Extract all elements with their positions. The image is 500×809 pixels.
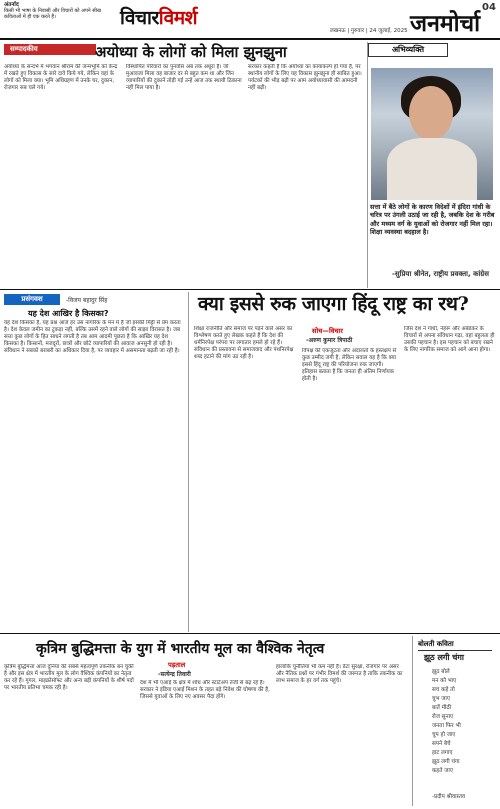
date-line: लखनऊ | गुरुवार | 24 जुलाई, 2025 <box>330 28 408 34</box>
section-title-part-b: विमर्श <box>158 7 198 29</box>
main-story-col-2: विपक्ष की एकजुटता और अदालतों के हस्तक्षेप से कुछ उम्मीद जगी है, लेकिन सवाल यह है कि क्या इससे हिंदू राष्ट्र की परियोजना रुक जाएगी। इतिहास बताता है कि जनता ही अंतिम निर्णायक होती है। <box>302 348 397 382</box>
section-title-part-a: विचार <box>120 7 159 29</box>
poem-line: हाट लगाए <box>432 750 453 756</box>
poem-line: झूठ बोले <box>432 669 450 675</box>
abhivyakti-attribution: -सुप्रिया श्रीनेत, राष्ट्रीय प्रवक्ता, कांग्रेस <box>392 270 489 278</box>
column-divider <box>188 292 189 632</box>
ai-story-author: -सत्येन्द्र तिवारी <box>158 671 191 678</box>
photo-body <box>387 138 477 200</box>
masthead-blurb-text: किसी भी भाषा के निवासी और विचारों को अपने सीख कविताओं में ही एक करते हैं। <box>4 8 101 20</box>
kavita-tag: बोलती कविता <box>418 640 492 651</box>
editorial-col-2: विस्थापित परिवारों का पुनर्वास अब तक अधूरा है। जो मुआवजा मिला वह बाजार दर से बहुत कम था और जिन व्यापारियों की दुकानें तोड़ी गईं उन्हें आज तक स्थायी ठिकाना नहीं मिल पाया है। <box>126 64 242 91</box>
poem-line: झूठ लगी चंगा <box>432 759 460 765</box>
ai-story-col-2: देश में भी एआई के क्षेत्र में शोध और स्टार्टअप तेजी से बढ़ रहे हैं। सरकार ने इंडिया एआई मिशन के तहत बड़े निवेश की घोषणा की है, जिससे युवाओं के लिए नए अवसर पैदा होंगे। <box>140 680 270 700</box>
poem-line: सपने बेचे <box>432 741 451 747</box>
main-story-col-3: जिस देश ने गांधी, नेहरू और अंबेडकर के विचारों से अपना संविधान गढ़ा, वहां बहुलता ही उसकी पहचान है। इस पहचान को बचाए रखने के लिए नागरिक समाज को आगे आना होगा। <box>404 326 495 353</box>
poem-line: कहते जाए <box>432 768 453 774</box>
prasang-body: यह देश किसका है, यह प्रश्न आज हर उस नागरिक के मन में है जो इसकी मिट्टी से प्रेम करता है। देश केवल जमीन का टुकड़ा नहीं, बल्कि उसमें रहने वाले लोगों की साझा विरासत है। जब सत्ता कुछ लोगों के हित साधने लगती है तब आम आदमी पूछता है कि आखिर यह देश किसका है। किसानों, मजदूरों, छात्रों और छोटे व्यापारियों की आवाज अनसुनी हो रही है। संविधान ने सबको बराबरी का अधिकार दिया है, पर व्यवहार में असमानता बढ़ती जा रही है। <box>4 320 181 354</box>
ai-story-section-tag: पड़ताल <box>168 661 186 669</box>
editorial-col-3: सरकार कहती है कि अयोध्या का कायाकल्प हो गया है, पर स्थानीय लोगों के लिए यह विकास झुनझुना ही साबित हुआ। पर्यटकों की भीड़ बढ़ी पर आम अयोध्यावासी की आमदनी नहीं बढ़ी। <box>248 64 362 91</box>
section-title <box>120 4 197 30</box>
editorial-col-1: अयोध्या के सन्दर्भ में भगवान श्रीराम की जन्मभूमि को केन्द्र में रखते हुए विकास के सारे दावे किये गये, लेकिन वहां के लोगों को मिला क्या। भूमि अधिग्रहण में उनके घर, दुकान, रोजगार सब चले गये। <box>4 64 118 91</box>
ai-story-title: कृत्रिम बुद्धिमत्ता के युग में भारतीय मूल का वैश्विक नेतृत्व <box>36 641 325 657</box>
editorial-title: अयोध्या के लोगों को मिला झुनझुना <box>95 43 287 61</box>
speaker-photo <box>371 68 493 200</box>
main-story-col-1: शिक्षा राजनीति और समाज पर पड़ने वाले असर का विश्लेषण करते हुए लेखक कहते हैं कि देश की धर्मनिरपेक्ष परंपरा पर लगातार हमले हो रहे हैं। संविधान की प्रस्तावना से समाजवाद और पंथनिरपेक्ष शब्द हटाने की मांग उठ रही है। <box>194 326 294 360</box>
poem-line: चुप हो जाए <box>432 732 456 738</box>
main-story-section-tag: सोच—विचार <box>312 327 343 335</box>
column-divider <box>412 636 413 806</box>
ai-story-col-3: हालांकि चुनौतियां भी कम नहीं हैं। डेटा सुरक्षा, रोजगार पर असर और नैतिक प्रश्नों पर गंभीर विमर्श की जरूरत है ताकि तकनीक का लाभ समाज के हर वर्ग तक पहुंचे। <box>276 664 403 684</box>
photo-face <box>409 86 453 140</box>
poem-line: सच कहे तो <box>432 687 455 693</box>
masthead <box>0 0 500 40</box>
kavita-author: -प्रदीप श्रीवास्तव <box>432 794 466 800</box>
page-number: 04 <box>482 2 496 13</box>
poem-line: चुभ जाए <box>432 696 450 702</box>
masthead-blurb <box>4 2 112 20</box>
abhivyakti-tag: अभिव्यक्ति <box>368 43 448 57</box>
main-story-title: क्या इससे रुक जाएगा हिंदू राष्ट्र का रथ? <box>198 293 469 315</box>
poem-line: मन को भाए <box>432 678 457 684</box>
abhivyakti-quote: सत्ता में बैठे लोगों के कारण विदेशों में इंदिरा गांधी के चरित्र पर उंगली उठाई जा रही है, जबकि देश के गरीब और मध्यम वर्ग के युवाओं को रोजगार नहीं मिल रहा। शिक्षा व्यवस्था बदहाल है। <box>370 203 495 237</box>
prasang-byline: -विजय बहादुर सिंह <box>66 297 108 304</box>
poem-line: रोज सुनाए <box>432 714 454 720</box>
newspaper-brand: जनमोर्चा <box>410 10 481 37</box>
main-story-author: -अरुण कुमार त्रिपाठी <box>306 337 353 344</box>
masthead-blurb-label: अंतर्नाद <box>4 2 19 8</box>
kavita-title: झूठ लगी चंगा <box>424 653 464 662</box>
poem-line: बातें मीठी <box>432 705 452 711</box>
section-rule <box>0 633 500 634</box>
poem-line: जनता फिर भी <box>432 723 461 729</box>
ai-story-col-1: कृत्रिम बुद्धिमत्ता आज दुनिया की सबसे महत्वपूर्ण तकनीक बन चुकी है और इस क्षेत्र में भारतीय मूल के लोग वैश्विक कंपनियों का नेतृत्व कर रहे हैं। गूगल, माइक्रोसॉफ्ट और अन्य बड़ी कंपनियों के शीर्ष पदों पर भारतीय प्रतिभा चमक रही है। <box>4 664 134 691</box>
kavita-poem <box>432 668 492 776</box>
masthead-rule <box>0 38 500 40</box>
prasang-tag: प्रसंगवश <box>4 294 60 305</box>
editorial-tag: सम्पादकीय <box>4 44 96 55</box>
column-divider <box>367 42 368 288</box>
prasang-heading: यह देश आखिर है किसका? <box>28 309 109 318</box>
